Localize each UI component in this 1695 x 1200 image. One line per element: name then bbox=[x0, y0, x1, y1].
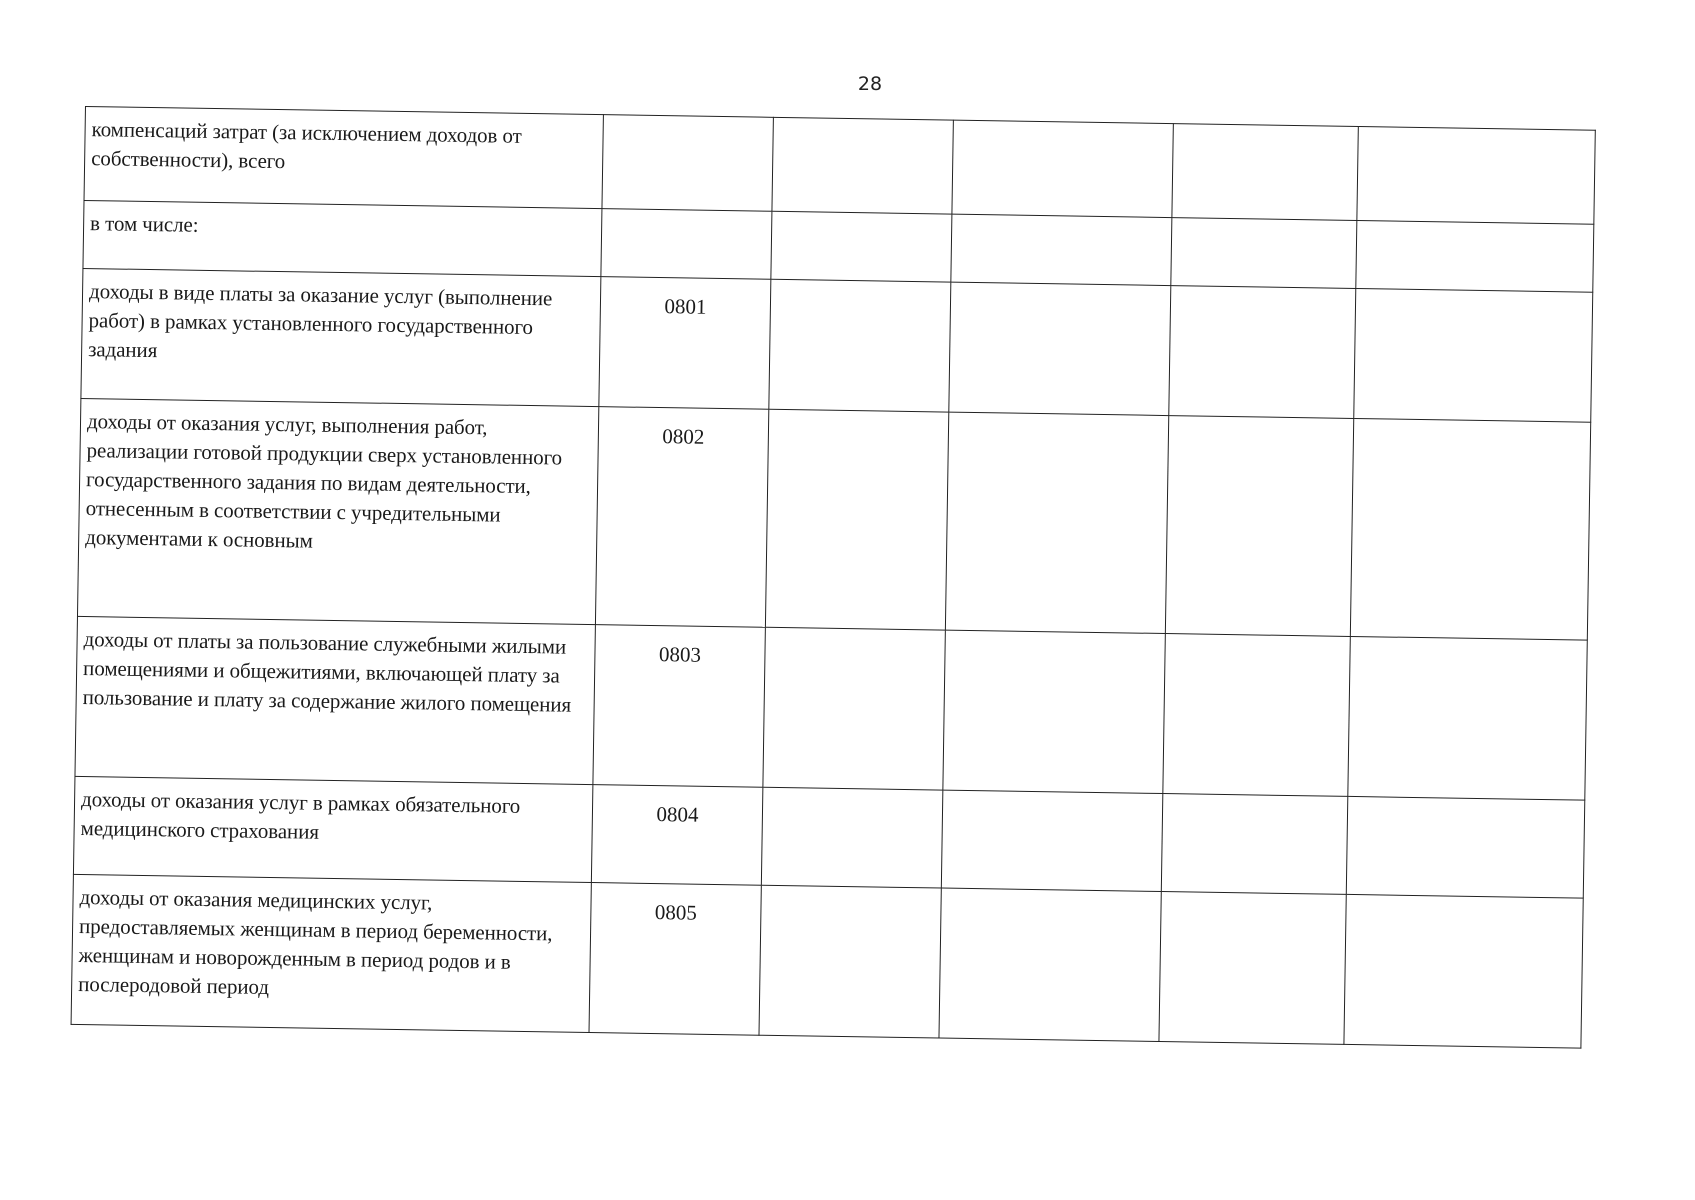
row-label: в том числе: bbox=[83, 200, 602, 276]
value-cell[interactable] bbox=[1163, 634, 1350, 797]
row-code bbox=[602, 115, 773, 212]
value-cell[interactable] bbox=[1344, 894, 1583, 1048]
value-cell[interactable] bbox=[1356, 220, 1594, 292]
income-table bbox=[71, 106, 1596, 1049]
value-cell[interactable] bbox=[765, 409, 948, 630]
value-cell[interactable] bbox=[759, 885, 941, 1038]
row-code: 0801 bbox=[599, 277, 771, 410]
table-row bbox=[81, 268, 1593, 422]
row-label: доходы от платы за пользование служебными жилыми помещениями и общежитиями, включающей плату за пользование и плату за содержание жилого помещения bbox=[75, 616, 595, 784]
value-cell[interactable] bbox=[1357, 127, 1595, 225]
row-code: 0805 bbox=[589, 883, 761, 1036]
value-cell[interactable] bbox=[1346, 796, 1585, 898]
value-cell[interactable] bbox=[1348, 636, 1587, 800]
value-cell[interactable] bbox=[951, 214, 1172, 285]
value-cell[interactable] bbox=[1169, 286, 1356, 419]
value-cell[interactable] bbox=[1171, 218, 1357, 289]
row-label: компенсаций затрат (за исключением доходов от собственности), всего bbox=[84, 107, 603, 209]
row-code: 0802 bbox=[595, 407, 768, 628]
value-cell[interactable] bbox=[952, 120, 1173, 217]
value-cell[interactable] bbox=[1350, 418, 1590, 640]
value-cell[interactable] bbox=[1165, 416, 1353, 637]
table-row bbox=[75, 616, 1587, 800]
value-cell[interactable] bbox=[772, 117, 953, 214]
value-cell[interactable] bbox=[943, 630, 1165, 793]
row-label: доходы в виде платы за оказание услуг (выполнение работ) в рамках установленного государственного задания bbox=[81, 268, 601, 406]
value-cell[interactable] bbox=[763, 627, 945, 790]
form-sheet bbox=[71, 106, 1595, 1049]
value-cell[interactable] bbox=[945, 412, 1168, 633]
row-code bbox=[601, 209, 772, 280]
value-cell[interactable] bbox=[771, 211, 952, 282]
value-cell[interactable] bbox=[1161, 794, 1348, 895]
row-label: доходы от оказания услуг, выполнения работ, реализации готовой продукции сверх установленного государственного задания по видам деятельности, отнесенным в соответствии с учредительными документами к основным bbox=[77, 398, 598, 624]
table-row bbox=[77, 398, 1590, 640]
value-cell[interactable] bbox=[769, 279, 951, 412]
value-cell[interactable] bbox=[761, 787, 943, 888]
value-cell[interactable] bbox=[1159, 892, 1346, 1045]
row-label: доходы от оказания медицинских услуг, предоставляемых женщинам в период беременности, женщинам и новорожденным в период родов и в послеродовой период bbox=[71, 874, 591, 1032]
table-row bbox=[71, 874, 1583, 1048]
row-code: 0804 bbox=[591, 785, 763, 886]
value-cell[interactable] bbox=[941, 790, 1163, 891]
row-code: 0803 bbox=[593, 625, 765, 788]
value-cell[interactable] bbox=[939, 888, 1161, 1041]
value-cell[interactable] bbox=[1354, 288, 1593, 422]
page-number: 28 bbox=[857, 73, 883, 95]
value-cell[interactable] bbox=[949, 282, 1171, 415]
value-cell[interactable] bbox=[1172, 124, 1358, 221]
row-label: доходы от оказания услуг в рамках обязательного медицинского страхования bbox=[73, 776, 592, 882]
